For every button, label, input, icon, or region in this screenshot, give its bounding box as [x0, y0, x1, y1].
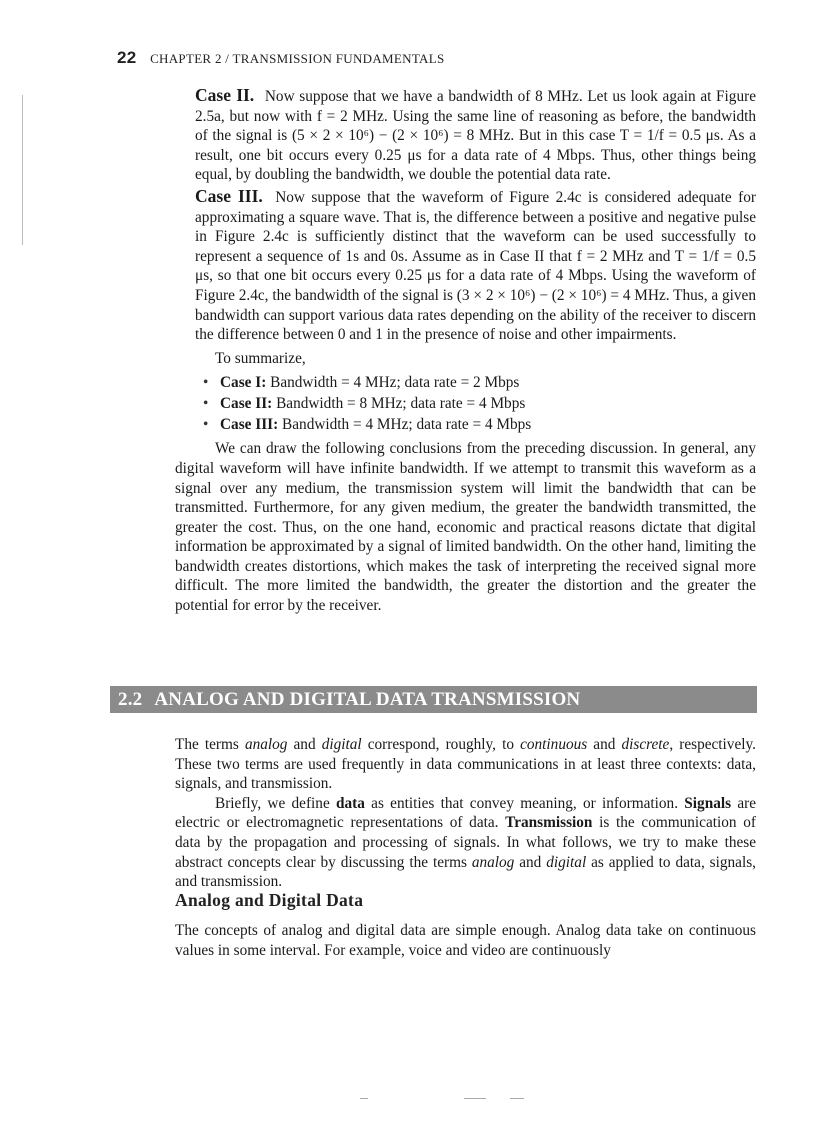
text-run: correspond, roughly, to [361, 736, 521, 753]
term-data: data [336, 794, 365, 812]
definitions-paragraph [175, 794, 756, 892]
section-title: ANALOG AND DIGITAL DATA TRANSMISSION [154, 689, 581, 710]
case-values: Bandwidth = 4 MHz; data rate = 2 Mbps [270, 374, 520, 392]
case-3-paragraph [195, 187, 756, 345]
text-run: and [587, 736, 622, 753]
text-run: is the communication of data by the propagation and processing of signals. In what follows, we try to make these abstract concepts clear by discussing the terms [175, 814, 756, 871]
text-run: , respectively. These two terms are used frequently in data communications in at least three contexts: data, signals, and transmission. [175, 736, 756, 793]
term-discrete: discrete [621, 736, 670, 753]
section-number: 2.2 [118, 689, 143, 710]
summary-list [195, 372, 756, 435]
subsection-heading: Analog and Digital Data [175, 890, 364, 910]
case-2-text: Now suppose that we have a bandwidth of 8 MHz. Let us look again at Figure 2.5a, but now with f = 2 MHz. Using the same line of reasoning as before, the bandwidth of the signal is (5 × 2 × 10⁶) − (2 × 10⁶) = 8 MHz. But in this case T = 1/f = 0.5 μs. As a result, one bit occurs every 0.25 μs for a data rate of 4 Mbps. Thus, other things being equal, by doubling the bandwidth, we double the potential data rate. [195, 88, 756, 184]
text-run: as entities that convey meaning, or information. [364, 794, 685, 812]
running-title: CHAPTER 2 / TRANSMISSION FUNDAMENTALS [150, 51, 445, 66]
scan-speck [360, 1098, 368, 1099]
case-discussion [175, 85, 756, 616]
running-header [117, 48, 445, 68]
case-3-title: Case III. [195, 185, 263, 206]
term-transmission: Transmission [505, 814, 593, 832]
term-analog: analog [244, 736, 288, 753]
list-item [195, 414, 756, 435]
case-values: Bandwidth = 4 MHz; data rate = 4 Mbps [282, 416, 532, 434]
term-continuous: continuous [520, 736, 588, 753]
text-run: and [287, 736, 322, 753]
list-item [195, 372, 756, 393]
term-signals: Signals [684, 794, 732, 812]
section-intro [175, 735, 756, 892]
scan-speck [464, 1098, 486, 1099]
scan-speck [510, 1098, 524, 1099]
conclusion-paragraph: We can draw the following conclusions from the preceding discussion. In general, any digital waveform will have infinite bandwidth. If we attempt to transmit this waveform as a signal over any medium, the transmission system will limit the bandwidth that can be transmitted. Furthermore, for any given medium, the greater the bandwidth transmitted, the greater the cost. Thus, on the one hand, economic and practical reasons dictate that digital information be approximated by a signal of limited bandwidth. On the other hand, limiting the bandwidth creates distortions, which makes the task of interpreting the received signal more difficult. The more limited the bandwidth, the greater the distortion and the greater the potential for error by the receiver. [175, 440, 756, 615]
term-digital: digital [321, 736, 362, 753]
case-3-text: Now suppose that the waveform of Figure 2.4c is considered adequate for approximating a square wave. That is, the difference between a positive and negative pulse in Figure 2.4c is sufficiently distinct that the waveform can be used successfully to represent a sequence of 1s and 0s. Assume as in Case II that f = 2 MHz and T = 1/f = 0.5 μs, so that one bit occurs every 0.25 μs for a data rate of 4 Mbps. Using the waveform of Figure 2.4c, the bandwidth of the signal is (3 × 2 × 10⁶) − (2 × 10⁶) = 4 MHz. Thus, a given bandwidth can support various data rates depending on the ability of the receiver to discern the difference between 0 and 1 in the presence of noise and other impairments. [195, 188, 756, 344]
term-digital: digital [546, 853, 587, 871]
term-analog: analog [471, 853, 515, 871]
case-label: Case III: [220, 416, 279, 434]
terms-paragraph [175, 735, 756, 794]
text-run: are electric or electromagnetic representations of data. [175, 794, 756, 832]
text-run: as applied to data, signals, and transmission. [175, 853, 757, 891]
text-run: and [514, 853, 547, 871]
section-heading-bar [110, 686, 757, 713]
analog-data-paragraph: The concepts of analog and digital data are simple enough. Analog data take on continuous values in some interval. For example, voice and video are continuously [175, 922, 756, 959]
list-item [195, 393, 756, 414]
summary-intro: To summarize, [215, 349, 306, 367]
binding-margin-rule [22, 95, 23, 245]
case-label: Case II: [220, 395, 273, 413]
text-run: The terms [175, 736, 245, 753]
text-run: Briefly, we define [215, 794, 336, 812]
case-label: Case I: [220, 374, 267, 392]
case-2-title: Case II. [195, 85, 255, 105]
subsection-body [175, 921, 756, 960]
page-number: 22 [117, 48, 137, 67]
case-2-paragraph [195, 86, 756, 185]
case-values: Bandwidth = 8 MHz; data rate = 4 Mbps [276, 395, 526, 413]
